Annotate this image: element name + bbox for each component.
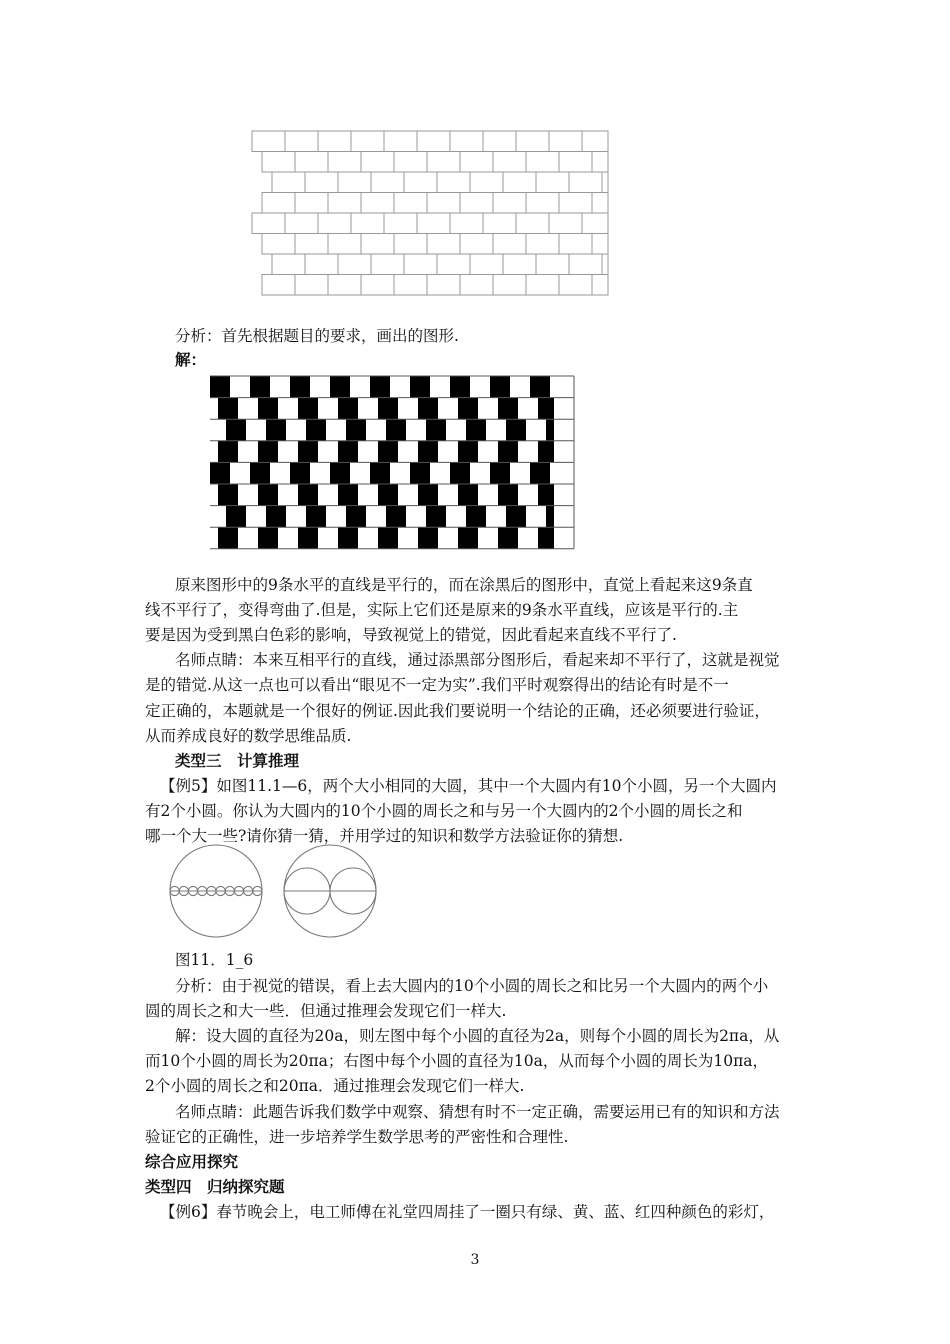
brick xyxy=(272,172,305,193)
black-tile xyxy=(538,398,554,420)
brick xyxy=(450,131,483,152)
text-line: 线不平行了，变得弯曲了.但是，实际上它们还是原来的9条水平直线，应该是平行的.主 xyxy=(145,601,739,619)
brick xyxy=(592,275,608,296)
black-tile xyxy=(506,506,526,528)
brick xyxy=(295,193,328,214)
brick xyxy=(361,152,394,173)
black-tile xyxy=(458,527,478,549)
black-tile xyxy=(546,506,554,528)
brick xyxy=(470,254,503,275)
black-tile xyxy=(378,484,398,506)
brick xyxy=(252,213,285,234)
brick xyxy=(404,172,437,193)
text-line: 解：设大圆的直径为20a，则左图中每个小圆的直径为2a，则每个小圆的周长为2πa，从 xyxy=(175,1027,780,1045)
black-tile xyxy=(498,398,518,420)
black-tile xyxy=(418,527,438,549)
brick xyxy=(437,254,470,275)
black-tile xyxy=(266,419,286,441)
text-line: 【例5】如图11.1—6，两个大小相同的大圆，其中一个大圆内有10个小圆，另一个大圆内 xyxy=(160,777,777,795)
brick xyxy=(394,193,427,214)
black-tile xyxy=(538,484,554,506)
black-tile xyxy=(426,419,446,441)
text-line: 分析：由于视觉的错误，看上去大圆内的10个小圆的周长之和比另一个大圆内的两个小 xyxy=(175,977,769,995)
brick xyxy=(516,213,549,234)
black-tile xyxy=(258,527,278,549)
brick xyxy=(460,193,493,214)
black-tile xyxy=(458,441,478,463)
brick xyxy=(559,152,592,173)
black-tile xyxy=(298,484,318,506)
black-tile xyxy=(418,398,438,420)
black-tile xyxy=(290,376,310,398)
black-tile xyxy=(386,506,406,528)
text-line: 从而养成良好的数学思维品质. xyxy=(145,727,352,745)
brick xyxy=(295,152,328,173)
brick xyxy=(318,213,351,234)
brick xyxy=(371,172,404,193)
text-line: 原来图形中的9条水平的直线是平行的，而在涂黑后的图形中，直觉上看起来这9条直 xyxy=(175,576,753,594)
brick xyxy=(262,234,295,255)
brick xyxy=(272,254,305,275)
black-tile xyxy=(490,376,510,398)
text-line: 哪一个大一些?请你猜一猜，并用学过的知识和数学方法验证你的猜想. xyxy=(145,827,624,845)
brick xyxy=(526,275,559,296)
brick xyxy=(536,172,569,193)
brick xyxy=(582,213,608,234)
section-heading: 综合应用探究 xyxy=(145,1153,239,1171)
brick xyxy=(427,193,460,214)
brick xyxy=(460,275,493,296)
brick xyxy=(361,275,394,296)
brick xyxy=(384,131,417,152)
brick xyxy=(483,213,516,234)
black-tile xyxy=(298,441,318,463)
black-tile xyxy=(538,441,554,463)
black-tile xyxy=(458,484,478,506)
brick xyxy=(361,193,394,214)
black-tile xyxy=(218,441,238,463)
brick xyxy=(328,193,361,214)
section-heading: 类型四 归纳探究题 xyxy=(145,1178,285,1196)
brick xyxy=(493,193,526,214)
black-tile xyxy=(386,419,406,441)
black-tile xyxy=(498,441,518,463)
black-tile xyxy=(250,376,270,398)
black-tile xyxy=(458,398,478,420)
text-line: 解： xyxy=(175,351,207,369)
brick xyxy=(285,131,318,152)
section-heading: 类型三 计算推理 xyxy=(175,752,300,770)
brick xyxy=(328,152,361,173)
black-tile xyxy=(410,462,430,484)
brick xyxy=(559,193,592,214)
brick xyxy=(569,254,602,275)
black-tile xyxy=(530,462,550,484)
brick xyxy=(503,172,536,193)
brick xyxy=(483,131,516,152)
brick xyxy=(559,275,592,296)
black-tile xyxy=(370,376,390,398)
brick xyxy=(417,213,450,234)
black-tile xyxy=(290,462,310,484)
brick xyxy=(602,254,608,275)
brick xyxy=(592,152,608,173)
brick xyxy=(549,213,582,234)
text-line: 名师点睛：此题告诉我们数学中观察、猜想有时不一定正确，需要运用已有的知识和方法 xyxy=(175,1103,780,1121)
brick xyxy=(404,254,437,275)
black-tile xyxy=(466,506,486,528)
black-tile xyxy=(538,527,554,549)
brick xyxy=(526,152,559,173)
circles-figure xyxy=(160,843,400,939)
figure-caption: 图11．1_6 xyxy=(175,951,254,969)
black-tile xyxy=(258,484,278,506)
black-tile xyxy=(306,419,326,441)
black-tile xyxy=(226,506,246,528)
text-line: 2个小圆的周长之和20πa．通过推理会发现它们一样大. xyxy=(145,1077,525,1095)
black-tile xyxy=(450,376,470,398)
brick xyxy=(559,234,592,255)
text-line: 【例6】春节晚会上，电工师傅在礼堂四周挂了一圈只有绿、黄、蓝、红四种颜色的彩灯， xyxy=(160,1203,775,1221)
black-tile xyxy=(530,376,550,398)
black-tile xyxy=(450,462,470,484)
text-line: 要是因为受到黑白色彩的影响，导致视觉上的错觉，因此看起来直线不平行了. xyxy=(145,626,677,644)
brick xyxy=(351,131,384,152)
black-tile xyxy=(250,462,270,484)
black-tile xyxy=(210,376,230,398)
brick xyxy=(295,275,328,296)
brick xyxy=(338,254,371,275)
black-tile xyxy=(506,419,526,441)
brick xyxy=(262,193,295,214)
text-line: 分析：首先根据题目的要求，画出的图形. xyxy=(175,327,459,345)
brick xyxy=(493,152,526,173)
black-tile xyxy=(338,484,358,506)
brick xyxy=(417,131,450,152)
brick xyxy=(384,213,417,234)
text-line: 名师点睛：本来互相平行的直线，通过添黑部分图形后，看起来却不平行了，这就是视觉 xyxy=(175,651,780,669)
brick xyxy=(569,172,602,193)
text-line: 定正确的，本题就是一个很好的例证.因此我们要说明一个结论的正确，还必须要进行验证， xyxy=(145,702,770,720)
brick xyxy=(328,275,361,296)
brick xyxy=(526,193,559,214)
brick xyxy=(460,234,493,255)
brick xyxy=(262,152,295,173)
black-tile xyxy=(498,484,518,506)
black-tile xyxy=(418,484,438,506)
brick xyxy=(549,131,582,152)
brick xyxy=(427,234,460,255)
text-line: 圆的周长之和大一些．但通过推理会发现它们一样大. xyxy=(145,1002,507,1020)
brick xyxy=(361,234,394,255)
black-tile xyxy=(258,441,278,463)
black-tile xyxy=(346,419,366,441)
brick xyxy=(460,152,493,173)
black-tile xyxy=(298,398,318,420)
brick xyxy=(592,234,608,255)
black-tile xyxy=(426,506,446,528)
brick xyxy=(262,275,295,296)
brick xyxy=(427,152,460,173)
brick xyxy=(295,234,328,255)
brick xyxy=(252,131,285,152)
brick xyxy=(394,152,427,173)
black-tile xyxy=(418,441,438,463)
brick xyxy=(526,234,559,255)
brick xyxy=(602,172,608,193)
black-tile xyxy=(378,441,398,463)
black-tile xyxy=(466,419,486,441)
black-tile xyxy=(378,527,398,549)
text-line: 有2个小圆。你认为大圆内的10个小圆的周长之和与另一个大圆内的2个小圆的周长之和 xyxy=(145,802,743,820)
black-tile xyxy=(210,462,230,484)
brick xyxy=(582,131,608,152)
brick xyxy=(305,172,338,193)
brick xyxy=(394,275,427,296)
cafe-wall-figure xyxy=(208,374,580,552)
black-tile xyxy=(218,484,238,506)
black-tile xyxy=(266,506,286,528)
brick xyxy=(285,213,318,234)
black-tile xyxy=(410,376,430,398)
black-tile xyxy=(218,398,238,420)
black-tile xyxy=(258,398,278,420)
black-tile xyxy=(498,527,518,549)
brick xyxy=(503,254,536,275)
brick xyxy=(427,275,460,296)
text-line: 验证它的正确性，进一步培养学生数学思考的严密性和合理性. xyxy=(145,1128,569,1146)
text-line: 是的错觉.从这一点也可以看出“眼见不一定为实”.我们平时观察得出的结论有时是不一 xyxy=(145,676,729,694)
black-tile xyxy=(546,419,554,441)
brick xyxy=(394,234,427,255)
black-tile xyxy=(306,506,326,528)
page-number: 3 xyxy=(470,1252,480,1268)
brick xyxy=(318,131,351,152)
brick xyxy=(305,254,338,275)
black-tile xyxy=(490,462,510,484)
brick xyxy=(516,131,549,152)
brick xyxy=(328,234,361,255)
black-tile xyxy=(330,462,350,484)
brick xyxy=(592,193,608,214)
black-tile xyxy=(226,419,246,441)
black-tile xyxy=(330,376,350,398)
black-tile xyxy=(298,527,318,549)
brick xyxy=(437,172,470,193)
black-tile xyxy=(338,527,358,549)
black-tile xyxy=(218,527,238,549)
brick-wall-figure xyxy=(250,130,610,300)
black-tile xyxy=(378,398,398,420)
brick xyxy=(450,213,483,234)
black-tile xyxy=(346,506,366,528)
brick xyxy=(493,234,526,255)
black-tile xyxy=(370,462,390,484)
text-line: 而10个小圆的周长为20πa；右图中每个小圆的直径为10a，从而每个小圆的周长为10πa， xyxy=(145,1052,768,1070)
black-tile xyxy=(338,398,358,420)
brick xyxy=(536,254,569,275)
brick xyxy=(351,213,384,234)
brick xyxy=(470,172,503,193)
black-tile xyxy=(338,441,358,463)
brick xyxy=(493,275,526,296)
brick xyxy=(338,172,371,193)
brick xyxy=(371,254,404,275)
